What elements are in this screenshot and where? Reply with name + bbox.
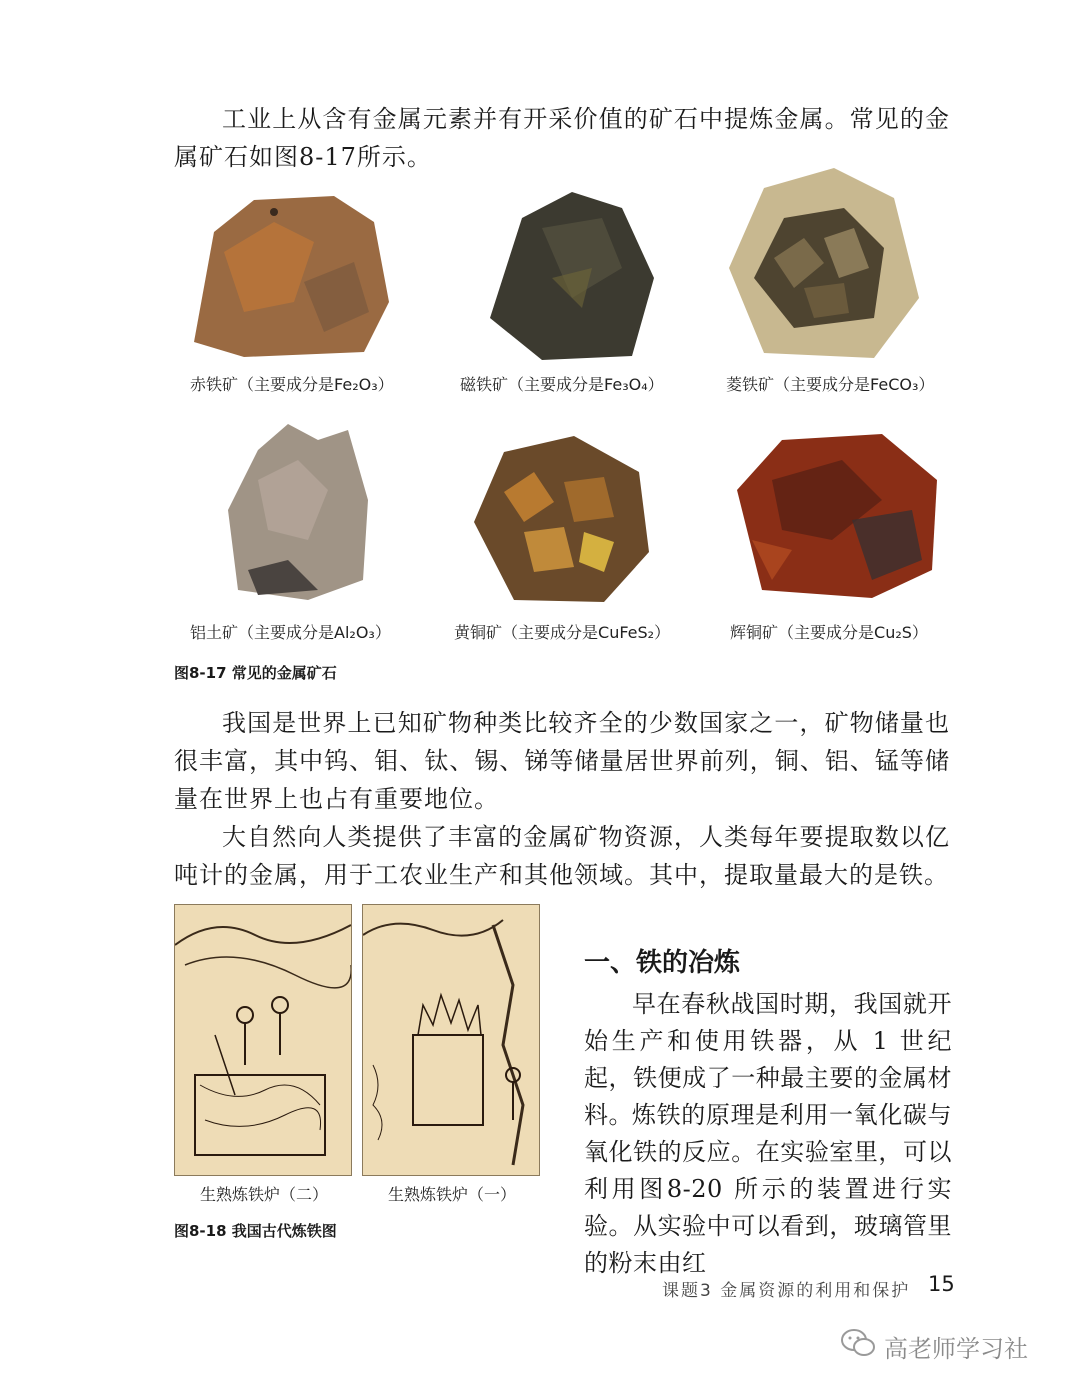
- woodcut-furnace-one: [362, 904, 540, 1176]
- wechat-icon: [840, 1328, 876, 1364]
- chalcopyrite-image: [464, 432, 654, 607]
- chalcocite-image: [732, 430, 942, 600]
- hematite-caption: 赤铁矿（主要成分是Fe₂O₃）: [190, 375, 394, 394]
- chalcopyrite-caption: 黄铜矿（主要成分是CuFeS₂）: [454, 623, 671, 642]
- woodcut-furnace-two: [174, 904, 352, 1176]
- figure-8-17-title: 图8-17 常见的金属矿石: [174, 664, 337, 682]
- paragraph-3: 大自然向人类提供了丰富的金属矿物资源，人类每年要提取数以亿吨计的金属，用于工农业生产和其他领域。其中，提取量最大的是铁。: [174, 823, 950, 889]
- chapter-footer: 课题3 金属资源的利用和保护: [662, 1281, 911, 1301]
- watermark: [840, 1328, 1028, 1364]
- page-number: 15: [928, 1272, 955, 1296]
- bauxite-image: [218, 420, 378, 605]
- magnetite-image: [482, 188, 662, 368]
- figure-8-18-title: 图8-18 我国古代炼铁图: [174, 1222, 337, 1240]
- woodcut-one-caption: 生熟炼铁炉（一）: [388, 1185, 517, 1204]
- woodcut-two-caption: 生熟炼铁炉（二）: [200, 1185, 329, 1204]
- chalcocite-caption: 辉铜矿（主要成分是Cu₂S）: [730, 623, 928, 642]
- section-paragraph-1: 早在春秋战国时期，我国就开始生产和使用铁器，从 1 世纪起，铁便成了一种最主要的金属材料。: [584, 990, 952, 1129]
- intro-paragraph: 工业上从含有金属元素并有开采价值的矿石中提炼金属。常见的金属矿石如图8-17所示。: [174, 105, 950, 171]
- magnetite-caption: 磁铁矿（主要成分是Fe₃O₄）: [460, 375, 664, 394]
- siderite-image: [724, 168, 924, 363]
- paragraph-2: 我国是世界上已知矿物种类比较齐全的少数国家之一，矿物储量也很丰富，其中钨、钼、钛、锡、锑等储量居世界前列，铜、铝、锰等储量在世界上也占有重要地位。: [174, 709, 950, 813]
- siderite-caption: 菱铁矿（主要成分是FeCO₃）: [726, 375, 935, 394]
- section-heading: 一、铁的冶炼: [584, 948, 741, 978]
- section-paragraph-2: 炼铁的原理是利用一氧化碳与氧化铁的反应。在实验室里，可以利用图8-20 所示的装置进行实验。从实验中可以看到，玻璃管里的粉末由红: [584, 1101, 952, 1277]
- bauxite-caption: 铝土矿（主要成分是Al₂O₃）: [190, 623, 391, 642]
- watermark-text: 高老师学习社: [884, 1334, 1028, 1363]
- hematite-image: [184, 192, 394, 362]
